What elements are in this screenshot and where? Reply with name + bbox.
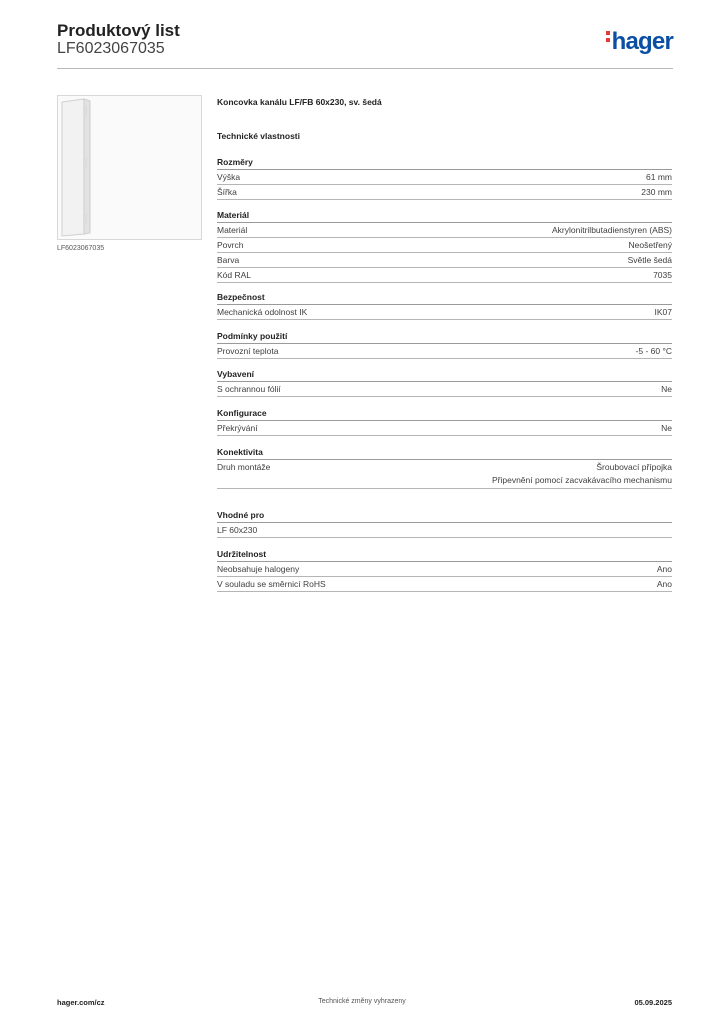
row-label: Druh montáže [217,461,271,472]
table-row [217,523,672,538]
row-value: Ne [661,422,672,433]
image-caption: LF6023067035 [57,245,105,252]
group-title: Podmínky použití [217,330,672,344]
row-label: Překrývání [217,422,258,433]
table-row [217,577,672,592]
table-row [217,238,672,253]
group-title: Konektivita [217,446,672,460]
row-label: Materiál [217,224,248,235]
group-conditions [217,330,672,359]
table-row [217,421,672,436]
table-row [217,562,672,577]
row-label: V souladu se směrnicí RoHS [217,578,326,589]
group-connectivity [217,446,672,489]
table-row [217,344,672,359]
row-value: 230 mm [641,186,672,197]
group-configuration [217,407,672,436]
hager-logo [606,30,673,54]
group-title: Rozměry [217,156,672,170]
group-title: Udržitelnost [217,548,672,562]
table-row [217,253,672,268]
table-row [217,170,672,185]
group-title: Vhodné pro [217,509,672,523]
logo-dots-icon [606,31,610,45]
value-line: Připevnění pomocí zacvakávacího mechanismu [491,475,672,485]
table-row [217,382,672,397]
footer-website-link[interactable]: hager.com/cz [57,998,105,1007]
row-value: Světle šedá [627,254,672,265]
row-value [492,461,672,488]
row-value: Neošetřený [628,239,672,250]
row-label: Kód RAL [217,269,252,280]
group-safety [217,291,672,320]
group-equipment [217,368,672,397]
row-label: Neobsahuje halogeny [217,563,300,574]
group-suitable-for [217,509,672,538]
row-value: IK07 [654,306,672,317]
row-value: Akrylonitrilbutadienstyren (ABS) [552,224,672,235]
row-value: Ano [656,563,672,574]
row-label: S ochrannou fólií [217,383,281,394]
row-label: Výška [217,171,241,182]
row-label: Povrch [217,239,244,250]
row-value: Ano [656,578,672,589]
group-title: Konfigurace [217,407,672,421]
section-title: Technické vlastnosti [217,131,300,141]
row-value: Ne [661,383,672,394]
row-value: 7035 [653,269,672,280]
table-row [217,223,672,238]
table-row [217,460,672,489]
footer-note: Technické změny vyhrazeny [318,998,406,1005]
row-label: Barva [217,254,240,265]
group-material [217,209,672,283]
document-title: Produktový list [57,21,180,40]
row-value: 61 mm [646,171,672,182]
header-divider [57,68,673,69]
table-row [217,185,672,200]
logo-text: hager [611,28,673,55]
table-row [217,268,672,283]
row-value: -5 - 60 °C [635,345,672,356]
value-line: Šroubovací přípojka [596,461,672,472]
row-label: Mechanická odolnost IK [217,306,308,317]
group-title: Bezpečnost [217,291,672,305]
product-code: LF6023067035 [57,40,165,57]
row-label: Provozní teplota [217,345,279,356]
group-title: Materiál [217,209,672,223]
group-sustainability [217,548,672,592]
product-name: Koncovka kanálu LF/FB 60x230, sv. šedá [217,97,382,107]
group-dimensions [217,156,672,200]
row-label: Šířka [217,186,237,197]
product-image [57,95,202,240]
footer-date: 05.09.2025 [634,998,672,1007]
end-cap-illustration-icon [58,96,201,239]
row-label: LF 60x230 [217,524,258,535]
table-row [217,305,672,320]
group-title: Vybavení [217,368,672,382]
